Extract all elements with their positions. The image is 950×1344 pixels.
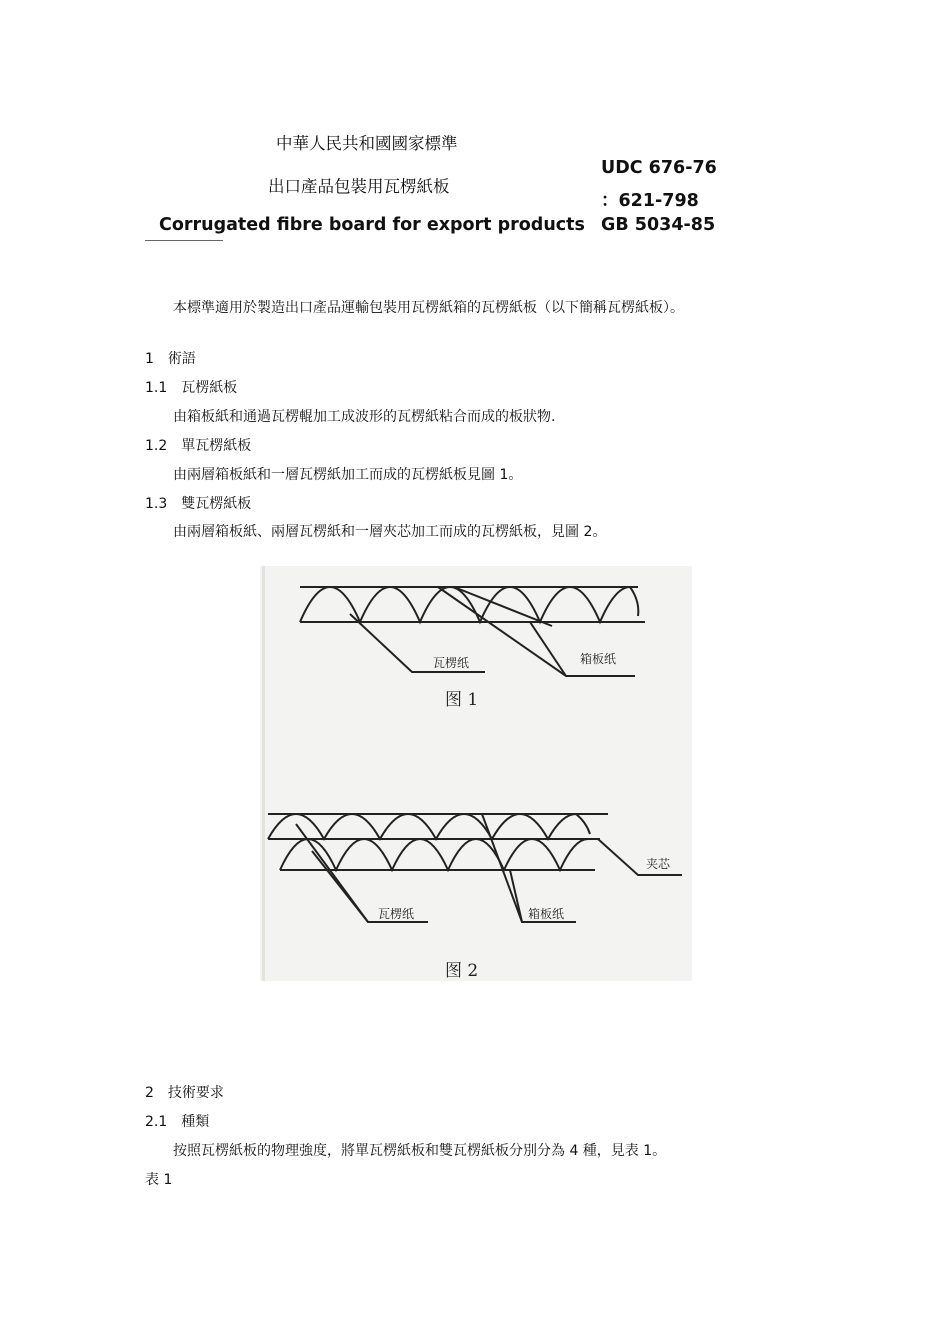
fig1-caption: 图 1: [445, 690, 479, 710]
udc-code-line1: UDC 676-76: [601, 158, 717, 178]
section-1-3-text: 由兩層箱板紙、兩層瓦楞紙和一層夾芯加工而成的瓦楞紙板，見圖 2。: [173, 524, 607, 540]
fig2-flute-label: 瓦楞纸: [378, 907, 415, 921]
intro-paragraph: 本標準適用於製造出口產品運輸包裝用瓦楞紙箱的瓦楞紙板（以下簡稱瓦楞紙板）。: [173, 300, 684, 316]
fig2-core-label: 夹芯: [646, 857, 671, 871]
section-2-1-heading: 2.1 種類: [145, 1114, 210, 1130]
fig2-caption: 图 2: [445, 961, 479, 981]
document-title-english: Corrugated fibre board for export products: [159, 215, 585, 235]
standard-org-title: 中華人民共和國國家標準: [276, 134, 458, 153]
table-1-label: 表 1: [145, 1172, 173, 1188]
fig1-flute-label: 瓦楞纸: [433, 656, 470, 670]
section-1-3-heading: 1.3 雙瓦楞紙板: [145, 496, 252, 512]
corrugated-board-figure: [260, 566, 692, 981]
fig1-liner-label: 箱板纸: [580, 652, 617, 666]
section-1-1-heading: 1.1 瓦楞紙板: [145, 380, 238, 396]
header-rule: [145, 240, 223, 241]
fig2-liner-label: 箱板纸: [528, 907, 565, 921]
document-title-chinese: 出口產品包裝用瓦楞紙板: [268, 177, 450, 196]
section-1-heading: 1 術語: [145, 351, 196, 367]
section-1-1-text: 由箱板紙和通過瓦楞輥加工成波形的瓦楞紙粘合而成的板狀物.: [173, 409, 556, 425]
section-1-2-heading: 1.2 單瓦楞紙板: [145, 438, 252, 454]
udc-code-line2: ：621-798: [601, 191, 699, 211]
section-2-heading: 2 技術要求: [145, 1085, 224, 1101]
gb-standard-code: GB 5034-85: [601, 215, 716, 235]
section-1-2-text: 由兩層箱板紙和一層瓦楞紙加工而成的瓦楞紙板見圖 1。: [173, 467, 523, 483]
section-2-1-text: 按照瓦楞紙板的物理強度，將單瓦楞紙板和雙瓦楞紙板分別分為 4 種，見表 1。: [173, 1143, 667, 1159]
